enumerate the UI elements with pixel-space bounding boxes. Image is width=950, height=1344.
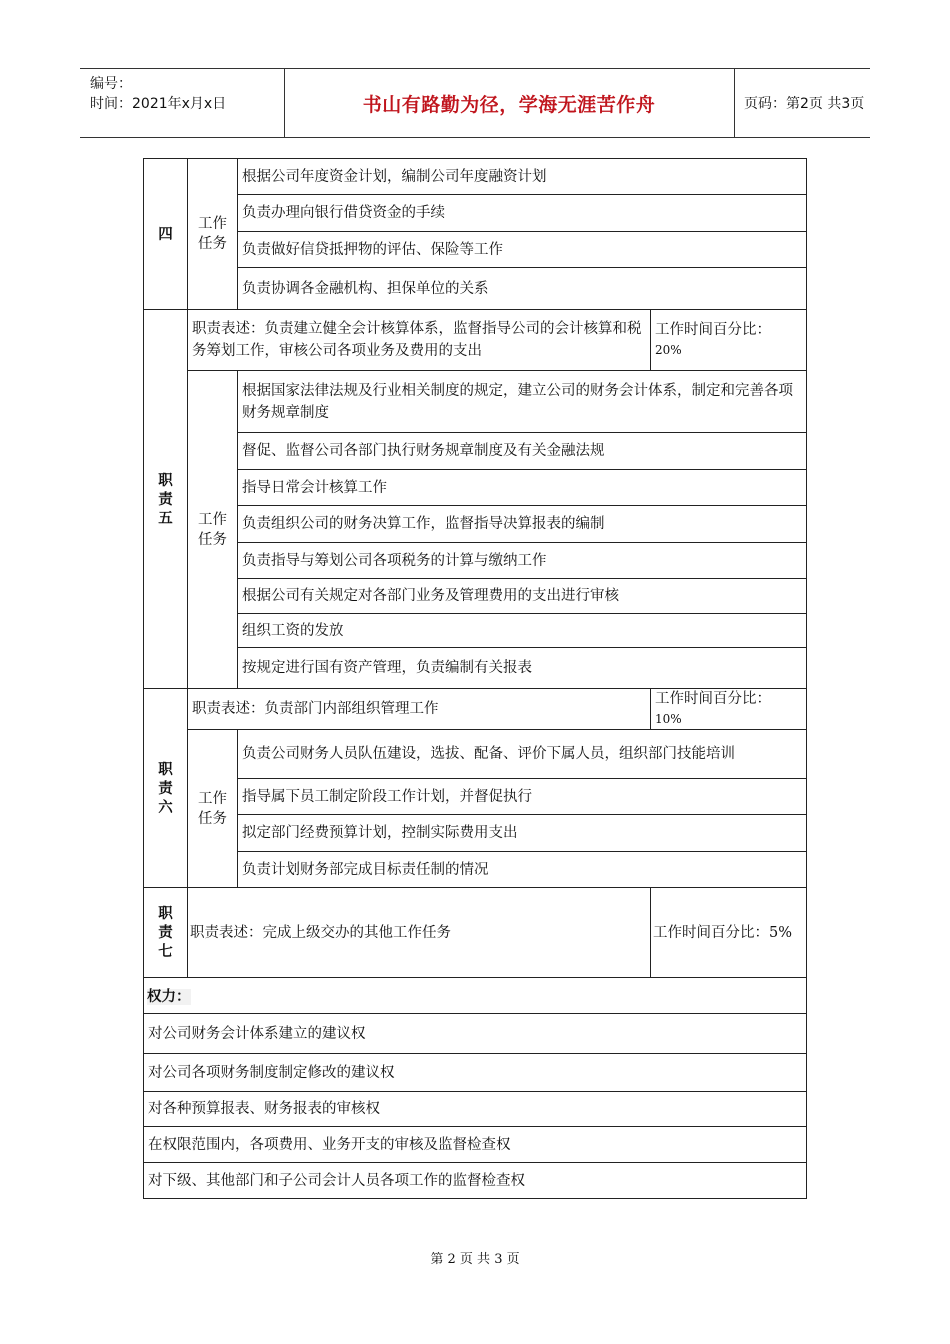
time-percent [651,310,807,371]
header-meta [80,69,285,137]
table-row [144,730,807,779]
task-item: 拟定部门经费预算计划，控制实际费用支出 [238,815,807,852]
table-row [144,1127,807,1163]
pct-value: 20% [655,343,682,357]
table-row [144,195,807,232]
task-item: 指导属下员工制定阶段工作计划，并督促执行 [238,779,807,815]
task-item: 负责计划财务部完成目标责任制的情况 [238,852,807,888]
table-row [144,852,807,888]
pct-value: 10% [655,712,682,726]
task-item: 根据公司有关规定对各部门业务及管理费用的支出进行审核 [238,579,807,614]
authority-item: 对公司各项财务制度制定修改的建议权 [144,1054,807,1092]
table-row [144,543,807,579]
table-row [144,159,807,195]
task-item: 负责公司财务人员队伍建设，选拔、配备、评价下属人员，组织部门技能培训 [238,730,807,779]
page-info: 页码：第2页 共3页 [744,96,865,112]
time-percent [651,689,807,730]
table-row [144,433,807,470]
pct-label: 工作时间百分比： [655,691,771,707]
authority-item: 对下级、其他部门和子公司会计人员各项工作的监督检查权 [144,1163,807,1199]
task-item: 负责做好信贷抵押物的评估、保险等工作 [238,232,807,268]
table-row [144,232,807,268]
table-row [144,506,807,543]
table-row [144,371,807,433]
task-item: 按规定进行国有资产管理，负责编制有关报表 [238,648,807,689]
section-5: 职责五 [144,310,188,689]
table-row [144,648,807,689]
table-row [144,310,807,371]
header-page-cell [734,69,870,137]
authority-item: 对各种预算报表、财务报表的审核权 [144,1092,807,1127]
time-label: 时间：2021年x月x日 [90,96,227,112]
table-row [144,579,807,614]
authority-title: 权力： [147,989,191,1005]
duty-description: 职责表述：完成上级交办的其他工作任务 [188,888,651,978]
number-label: 编号： [90,76,132,92]
header-motto-cell [284,69,735,137]
section-7: 职责七 [144,888,188,978]
task-label: 工作任务 [188,371,238,689]
section-4: 四 [144,159,188,310]
table-row [144,1092,807,1127]
table-row [144,1163,807,1199]
section-6: 职责六 [144,689,188,888]
duty-description: 职责表述：负责建立健全会计核算体系，监督指导公司的会计核算和税务筹划工作，审核公司各项业务及费用的支出 [188,310,651,371]
table-row [144,614,807,648]
table-row [144,815,807,852]
table-row [144,689,807,730]
authority-item: 对公司财务会计体系建立的建议权 [144,1014,807,1054]
time-percent: 工作时间百分比：5% [651,888,807,978]
task-item: 组织工资的发放 [238,614,807,648]
task-item: 督促、监督公司各部门执行财务规章制度及有关金融法规 [238,433,807,470]
table-row [144,1014,807,1054]
task-label: 工作任务 [188,159,238,310]
authority-title-cell [144,978,807,1014]
task-item: 指导日常会计核算工作 [238,470,807,506]
duty-description: 职责表述：负责部门内部组织管理工作 [188,689,651,730]
table-row [144,268,807,310]
task-item: 负责协调各金融机构、担保单位的关系 [238,268,807,310]
pct-label: 工作时间百分比： [655,322,771,338]
task-item: 负责指导与筹划公司各项税务的计算与缴纳工作 [238,543,807,579]
motto: 书山有路勤为径，学海无涯苦作舟 [362,93,656,116]
page-header [80,68,870,138]
task-item: 负责组织公司的财务决算工作，监督指导决算报表的编制 [238,506,807,543]
table-row [144,779,807,815]
task-label: 工作任务 [188,730,238,888]
task-item: 根据公司年度资金计划，编制公司年度融资计划 [238,159,807,195]
duty-table [143,158,807,1199]
table-row [144,470,807,506]
task-item: 负责办理向银行借贷资金的手续 [238,195,807,232]
table-row [144,1054,807,1092]
table-row [144,978,807,1014]
authority-item: 在权限范围内，各项费用、业务开支的审核及监督检查权 [144,1127,807,1163]
table-row [144,888,807,978]
task-item: 根据国家法律法规及行业相关制度的规定，建立公司的财务会计体系，制定和完善各项财务规章制度 [238,371,807,433]
page-footer: 第 2 页 共 3 页 [430,1252,520,1267]
